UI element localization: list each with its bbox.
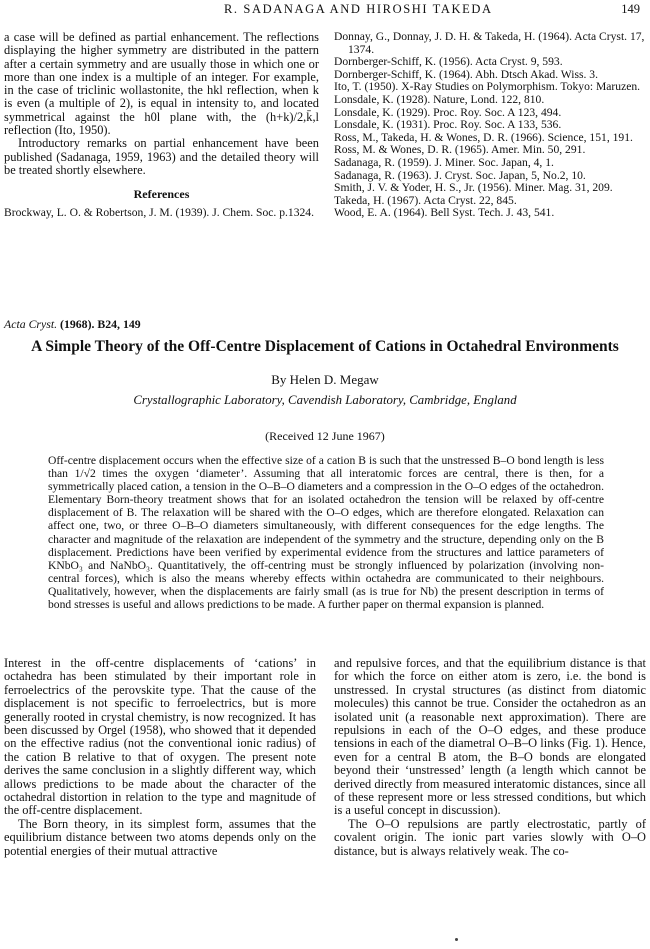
body-paragraph: The O–O repulsions are partly electrostatic, partly of covalent origin. The ionic part varies slowly with O–O distance, but is always relatively weak. The co-	[334, 816, 646, 858]
running-header	[0, 2, 650, 20]
received-date: (Received 12 June 1967)	[265, 429, 385, 443]
reference-item: Lonsdale, K. (1929). Proc. Roy. Soc. A 123, 494.	[334, 105, 562, 119]
page-dot-mark	[455, 938, 458, 941]
author-affiliation: Crystallographic Laboratory, Cavendish Laboratory, Cambridge, England	[133, 393, 517, 407]
previous-article-left-column	[4, 31, 319, 219]
previous-article-text: a case will be defined as partial enhancement. The reflections displaying the higher symmetry are distributed in the pattern after a certain symmetry and are usually those in which one or more than one index is a multiple of an integer. For example, in the case of triclinic wollastonite, the hkl reflection, when k is even (a multiple of 2), is equal in intensity to, and located symmetrical against the h0l plane with, the (h+k)/2,k̄,l reflection (Ito, 1950).	[4, 30, 319, 138]
previous-article-right-column	[334, 31, 646, 220]
reference-item: Lonsdale, K. (1931). Proc. Roy. Soc. A 133, 536.	[334, 118, 562, 132]
references-heading: References	[133, 187, 190, 202]
running-title: R. SADANAGA AND HIROSHI TAKEDA	[224, 2, 493, 16]
reference-item: Sadanaga, R. (1959). J. Miner. Soc. Japan, 4, 1.	[334, 155, 554, 169]
body-paragraph: Interest in the off-centre displacements of ‘cations’ in octahedra has been stimulated by their important role in ferroelectrics of the perovskite type. That the cause of the displacement is not specific to ferroelectrics, but is more generally rooted in crystal chemistry, is now recognized. It has been discussed by Orgel (1958), who showed that it depended on the effective radius (not the conventional ionic radius) of the cation B relative to that of oxygen. The present note derives the same conclusion in a slightly different way, which allows predictions to be made about the character of the octahedral distortion in relation to the type and magnitude of the off-centre displacement.	[4, 656, 316, 818]
reference-item: Dornberger-Schiff, K. (1964). Abh. Dtsch Akad. Wiss. 3.	[334, 67, 598, 81]
reference-item: Lonsdale, K. (1928). Nature, Lond. 122, 810.	[334, 92, 545, 106]
reference-item: Brockway, L. O. & Robertson, J. M. (1939). J. Chem. Soc. p.1324.	[4, 205, 315, 219]
author-byline: By Helen D. Megaw	[271, 372, 379, 387]
journal-citation	[4, 317, 141, 332]
body-paragraph: and repulsive forces, and that the equilibrium distance is that for which the force on either atom is zero, i.e. the bond is unstressed. In crystal structures (as distinct from diatomic molecules) this cannot be true. Consider the octahedron as an isolated unit (a reasonable next approximation). There are repulsions in each of the O–O edges, and these produce tensions in each of the diametral O–B–O links (Fig. 1). Hence, even for a central B atom, the B–O bonds are elongated beyond their ‘unstressed’ length (a length which cannot be derived directly from measured interatomic distances, since all of these represent more or less stressed conditions, but which is a useful concept in discussion).	[334, 656, 646, 818]
citation-volume: (1968). B24, 149	[60, 317, 141, 331]
reference-item: Dornberger-Schiff, K. (1956). Acta Cryst. 9, 593.	[334, 55, 563, 69]
page-number: 149	[621, 2, 640, 16]
reference-item: Smith, J. V. & Yoder, H. S., Jr. (1956). Miner. Mag. 31, 209.	[334, 181, 613, 195]
abstract: Off-centre displacement occurs when the effective size of a cation B is such that the unstressed B–O bond length is less than 1/√2 times the oxygen ‘diameter’. Assuming that all interatomic forces are central, there is then, for a symmetrically placed cation, a tension in the O–B–O diameters and a compression in the O–O edges of the octahedron. Elementary Born-theory treatment shows that for an isolated octahedron the tension will be relaxed by off-centre displacement of B. The relaxation will be shared with the O–O edges, which are therefore elongated. Relaxation can affect one, two, or three O–B–O diameters simultaneously, with different consequences for the edge lengths. The character and magnitude of the relaxation are independent of the symmetry and the structure, depending only on the B displacement. Predictions have been verified by experimental evidence from the structures and lattice parameters of KNbO₃ and NaNbO₃. Quantitatively, the off-centring must be strongly influenced by polarization (involving non-central forces), which is also the means whereby effects within octahedra are communicated to their neighbours. Qualitatively, however, when the displacements are fairly small (as is true for Nb) the present description in terms of bond stresses is useful and allows predictions to be made. A further paper on thermal expansion is planned.	[48, 454, 604, 612]
reference-item: Ito, T. (1950). X-Ray Studies on Polymorphism. Tokyo: Maruzen.	[334, 80, 641, 94]
reference-item: Ross, M. & Wones, D. R. (1965). Amer. Min. 50, 291.	[334, 143, 586, 157]
reference-item: Wood, E. A. (1964). Bell Syst. Tech. J. 43, 541.	[334, 206, 555, 220]
reference-item: Takeda, H. (1967). Acta Cryst. 22, 845.	[334, 193, 517, 207]
body-right-column	[334, 657, 646, 858]
reference-item: Ross, M., Takeda, H. & Wones, D. R. (1966). Science, 151, 191.	[334, 130, 633, 144]
reference-item: Sadanaga, R. (1963). J. Cryst. Soc. Japan, 5, No.2, 10.	[334, 168, 586, 182]
reference-item: Donnay, G., Donnay, J. D. H. & Takeda, H. (1964). Acta Cryst. 17, 1374.	[334, 30, 645, 56]
article-title: A Simple Theory of the Off-Centre Displacement of Cations in Octahedral Environments	[31, 338, 619, 355]
citation-journal: Acta Cryst.	[4, 317, 58, 331]
body-paragraph: The Born theory, in its simplest form, assumes that the equilibrium distance between two atoms depends only on the potential energies of their mutual attractive	[4, 816, 316, 858]
body-left-column	[4, 657, 316, 858]
previous-article-text-2: Introductory remarks on partial enhancement have been published (Sadanaga, 1959, 1963) and the detailed theory will be treated shortly elsewhere.	[4, 136, 319, 177]
